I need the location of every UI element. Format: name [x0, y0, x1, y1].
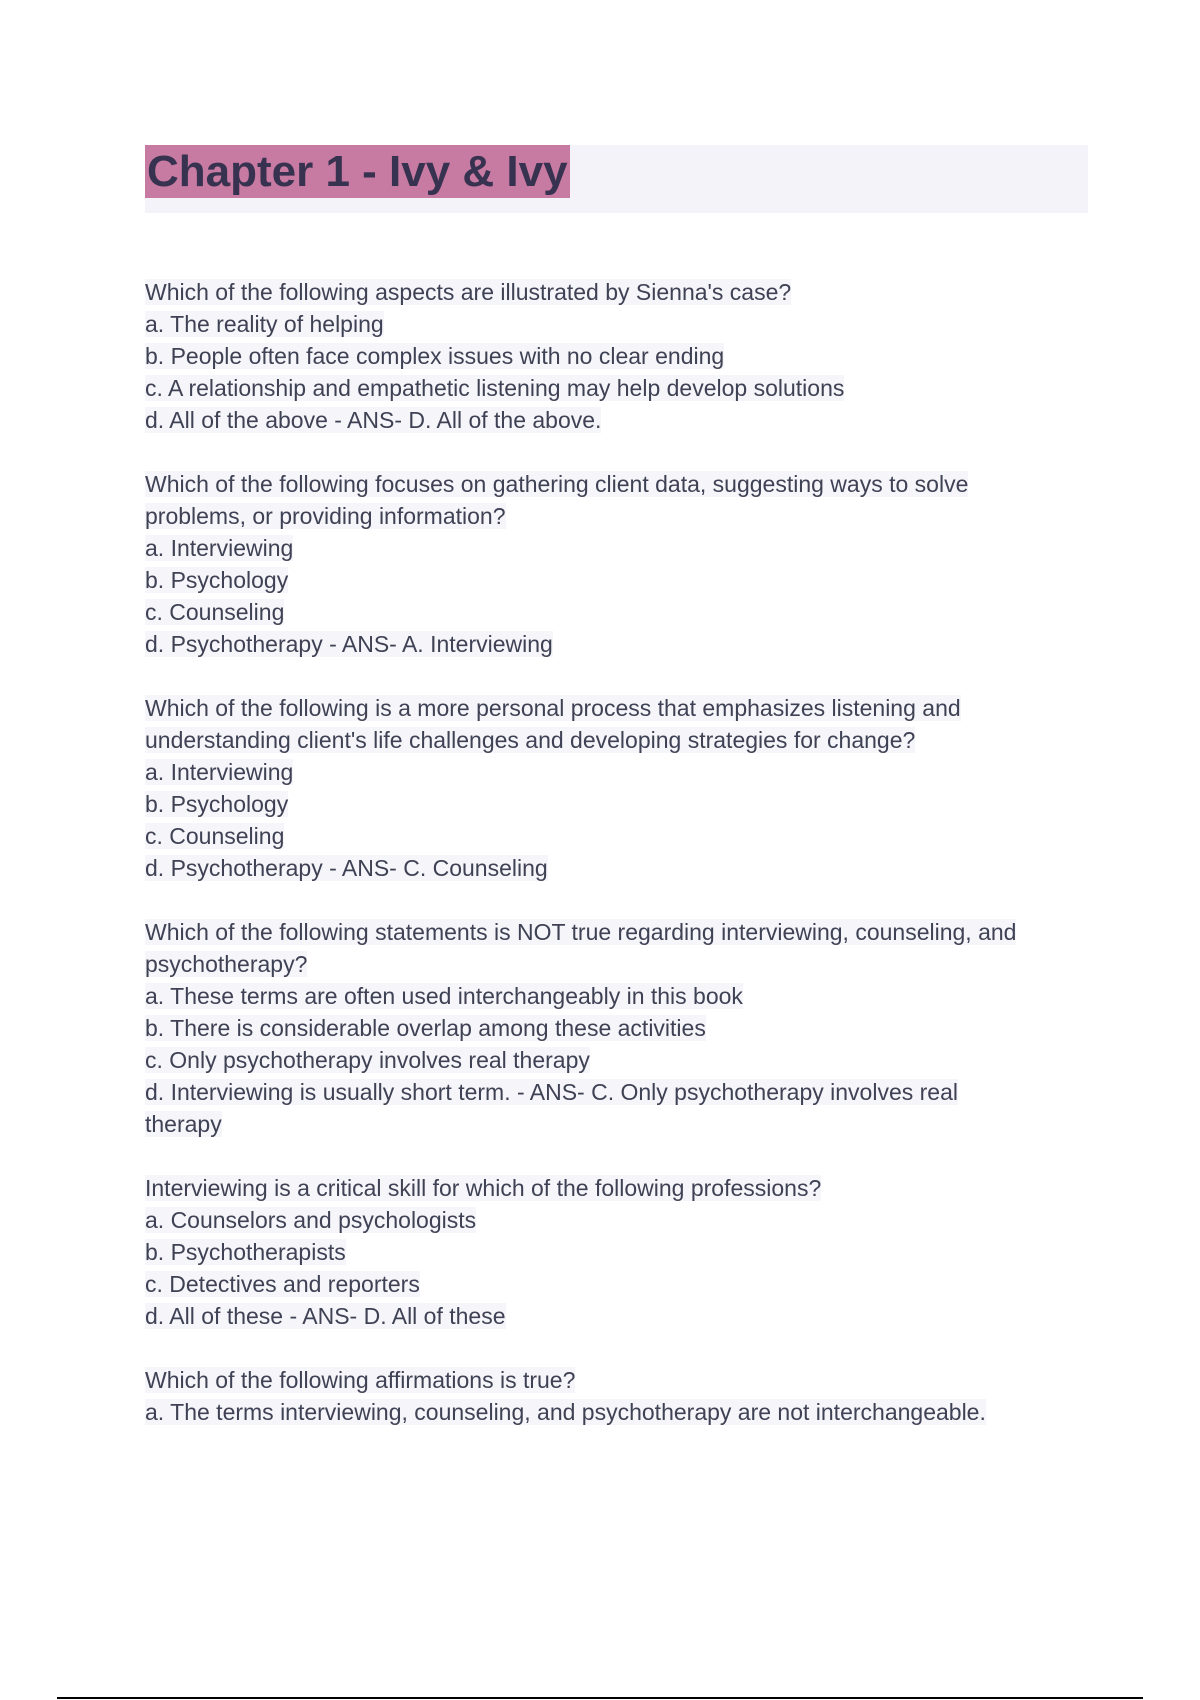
answer-option — [145, 596, 1085, 628]
answer-option — [145, 1108, 1085, 1140]
option-text: a. The reality of helping — [145, 311, 384, 337]
answer-option — [145, 1204, 1085, 1236]
answer-option — [145, 1236, 1085, 1268]
option-text: d. Psychotherapy - ANS- A. Interviewing — [145, 631, 553, 657]
option-text: c. Only psychotherapy involves real therapy — [145, 1047, 590, 1073]
question-text: psychotherapy? — [145, 951, 308, 977]
option-text: c. Detectives and reporters — [145, 1271, 420, 1297]
answer-option — [145, 1268, 1085, 1300]
option-text: b. There is considerable overlap among these activities — [145, 1015, 706, 1041]
option-text: a. Interviewing — [145, 535, 294, 561]
answer-option — [145, 372, 1085, 404]
answer-option — [145, 1012, 1085, 1044]
question-text: Which of the following affirmations is true? — [145, 1367, 576, 1393]
question-block — [145, 276, 1085, 436]
question-line — [145, 1364, 1085, 1396]
answer-option — [145, 788, 1085, 820]
question-text: Which of the following is a more personal process that emphasizes listening and — [145, 695, 961, 721]
question-line — [145, 468, 1085, 500]
question-block — [145, 916, 1085, 1140]
answer-option — [145, 628, 1085, 660]
question-line — [145, 948, 1085, 980]
question-block — [145, 468, 1085, 660]
option-text: a. These terms are often used interchangeably in this book — [145, 983, 743, 1009]
option-text: c. A relationship and empathetic listening may help develop solutions — [145, 375, 845, 401]
question-text: Which of the following aspects are illustrated by Sienna's case? — [145, 279, 792, 305]
question-line — [145, 692, 1085, 724]
answer-option — [145, 756, 1085, 788]
option-text: a. Interviewing — [145, 759, 294, 785]
option-text: b. Psychotherapists — [145, 1239, 346, 1265]
question-line — [145, 276, 1085, 308]
answer-option — [145, 980, 1085, 1012]
question-text: understanding client's life challenges and developing strategies for change? — [145, 727, 916, 753]
question-line — [145, 916, 1085, 948]
question-text: Which of the following statements is NOT true regarding interviewing, counseling, and — [145, 919, 1017, 945]
answer-option — [145, 1396, 1085, 1428]
question-text: problems, or providing information? — [145, 503, 506, 529]
question-text: Interviewing is a critical skill for which of the following professions? — [145, 1175, 822, 1201]
page-title: Chapter 1 - Ivy & Ivy — [147, 147, 568, 196]
option-text: c. Counseling — [145, 823, 285, 849]
option-text: b. Psychology — [145, 791, 289, 817]
option-text: a. Counselors and psychologists — [145, 1207, 477, 1233]
option-text: therapy — [145, 1111, 222, 1137]
option-text: a. The terms interviewing, counseling, and psychotherapy are not interchangeable. — [145, 1399, 986, 1425]
answer-option — [145, 852, 1085, 884]
answer-option — [145, 532, 1085, 564]
answer-option — [145, 1044, 1085, 1076]
question-list — [145, 276, 1085, 1460]
option-text: d. All of the above - ANS- D. All of the above. — [145, 407, 602, 433]
answer-option — [145, 564, 1085, 596]
question-line — [145, 1172, 1085, 1204]
option-text: d. Psychotherapy - ANS- C. Counseling — [145, 855, 548, 881]
answer-option — [145, 1300, 1085, 1332]
question-block — [145, 692, 1085, 884]
answer-option — [145, 404, 1085, 436]
question-line — [145, 500, 1085, 532]
answer-option — [145, 820, 1085, 852]
question-block — [145, 1364, 1085, 1428]
page-bottom-rule — [57, 1697, 1143, 1699]
option-text: c. Counseling — [145, 599, 285, 625]
option-text: b. People often face complex issues with no clear ending — [145, 343, 725, 369]
question-block — [145, 1172, 1085, 1332]
question-text: Which of the following focuses on gathering client data, suggesting ways to solve — [145, 471, 969, 497]
answer-option — [145, 1076, 1085, 1108]
answer-option — [145, 308, 1085, 340]
question-line — [145, 724, 1085, 756]
option-text: d. All of these - ANS- D. All of these — [145, 1303, 506, 1329]
option-text: b. Psychology — [145, 567, 289, 593]
option-text: d. Interviewing is usually short term. - ANS- C. Only psychotherapy involves real — [145, 1079, 958, 1105]
answer-option — [145, 340, 1085, 372]
